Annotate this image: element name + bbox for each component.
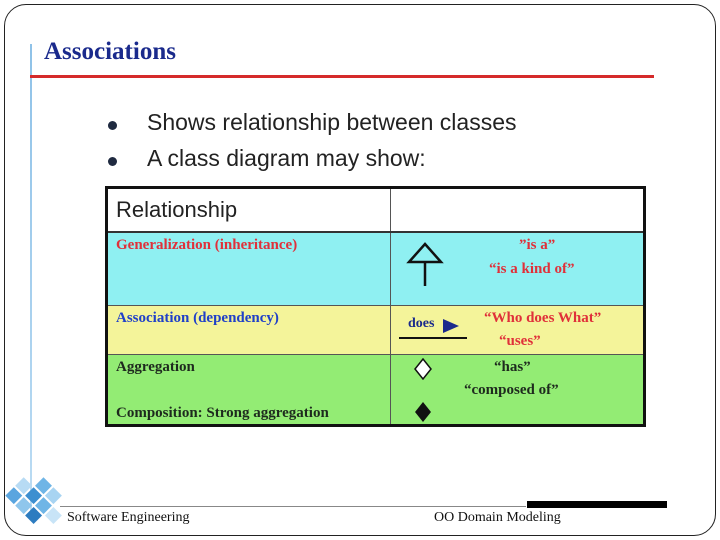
bullet-text: A class diagram may show: bbox=[147, 144, 426, 171]
table-row-aggregation bbox=[108, 355, 643, 424]
association-note-uses: “uses” bbox=[499, 333, 541, 349]
decorative-corner-icon bbox=[0, 474, 70, 540]
generalization-note-kind-of: “is a kind of” bbox=[489, 261, 575, 277]
footer-divider bbox=[60, 506, 526, 507]
association-symbol-text: does bbox=[408, 316, 435, 331]
label-cell bbox=[108, 355, 391, 424]
relationship-table bbox=[105, 186, 646, 427]
header-empty-cell bbox=[391, 189, 643, 231]
label-cell bbox=[108, 233, 391, 305]
filled-diamond-icon bbox=[413, 401, 433, 423]
bullet-text: Shows relationship between classes bbox=[147, 108, 517, 135]
bullet-dot-icon bbox=[108, 157, 117, 166]
hollow-diamond-icon bbox=[413, 358, 433, 380]
aggregation-label: Aggregation bbox=[116, 359, 195, 375]
label-cell bbox=[108, 306, 391, 354]
composition-note-composed-of: “composed of” bbox=[464, 382, 559, 398]
bullet-item bbox=[108, 104, 516, 140]
composition-label: Composition: Strong aggregation bbox=[116, 405, 329, 421]
footer-topic: OO Domain Modeling bbox=[434, 510, 561, 525]
footer-accent-bar bbox=[527, 501, 667, 508]
symbol-cell bbox=[391, 233, 643, 305]
symbol-cell bbox=[391, 355, 643, 424]
footer-course-name: Software Engineering bbox=[67, 510, 190, 525]
aggregation-note-has: “has” bbox=[494, 359, 531, 375]
bullet-dot-icon bbox=[108, 121, 117, 130]
association-label: Association (dependency) bbox=[116, 310, 279, 326]
bullet-list bbox=[108, 104, 516, 176]
bullet-item bbox=[108, 140, 516, 176]
table-row-association bbox=[108, 306, 643, 355]
left-accent-line bbox=[30, 44, 32, 514]
generalization-label: Generalization (inheritance) bbox=[116, 237, 298, 253]
generalization-note-is-a: ”is a” bbox=[519, 237, 556, 253]
title-underline bbox=[30, 75, 654, 78]
header-cell bbox=[108, 189, 391, 231]
association-line bbox=[399, 337, 467, 339]
slide-title: Associations bbox=[44, 38, 176, 65]
header-label: Relationship bbox=[116, 197, 238, 222]
table-header-row bbox=[108, 189, 643, 233]
generalization-arrow-icon bbox=[405, 242, 445, 288]
symbol-cell bbox=[391, 306, 643, 354]
association-note-who-does-what: “Who does What” bbox=[484, 310, 602, 326]
association-arrow-icon bbox=[443, 319, 461, 333]
table-row-generalization bbox=[108, 233, 643, 306]
